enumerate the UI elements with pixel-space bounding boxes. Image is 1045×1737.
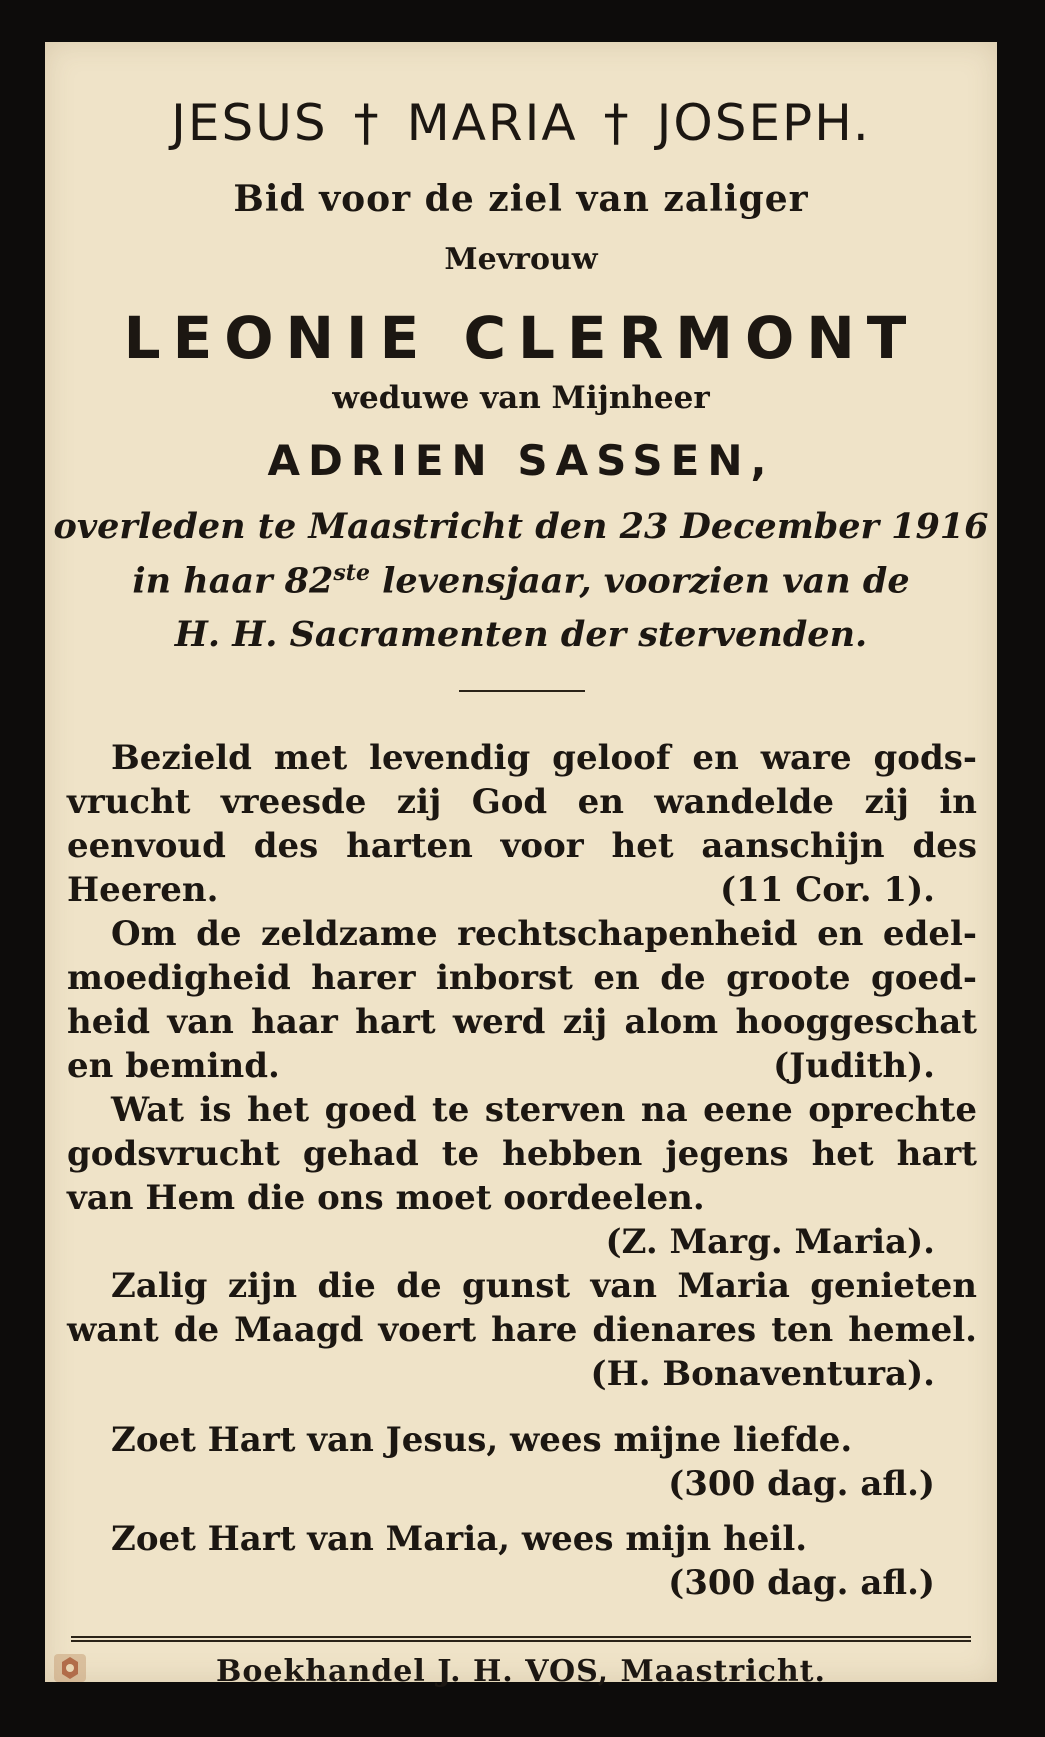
deceased-name: LEONIE CLERMONT: [123, 304, 919, 372]
header-joseph: JOSEPH.: [656, 94, 871, 152]
text-row: en bemind.: [67, 1046, 280, 1086]
printer-imprint: Boekhandel J. H. VOS, Maastricht.: [216, 1654, 826, 1689]
text-row: Zalig zijn die de gunst van Maria genieten: [111, 1266, 977, 1306]
text-row: Heeren.: [67, 870, 219, 910]
footer-divider: [71, 1640, 971, 1642]
citation: (Z. Marg. Maria).: [605, 1222, 935, 1262]
cross-icon: †: [353, 94, 381, 152]
header-maria: MARIA: [406, 94, 578, 152]
death-age-post: levensjaar, voorzien van de: [369, 560, 910, 602]
text-row: godsvrucht gehad te hebben jegens het hart: [67, 1134, 977, 1174]
scripture-paragraph: [67, 912, 977, 1088]
indulgence-prayer: [67, 1517, 977, 1605]
death-age-pre: in haar 82: [132, 560, 334, 602]
text-row: vrucht vreesde zij God en wandelde zij in: [67, 782, 977, 822]
divider: [459, 690, 585, 692]
scripture-paragraph: [67, 736, 977, 912]
death-age: [45, 560, 997, 602]
citation: (Judith).: [773, 1046, 935, 1086]
text-row: Zoet Hart van Maria, wees mijn heil.: [111, 1519, 808, 1559]
text-row: want de Maagd voert hare dienares ten hemel.: [67, 1310, 977, 1350]
scripture-paragraph: [67, 1088, 977, 1264]
text-row: heid van haar hart werd zij alom hooggeschat: [67, 1002, 977, 1042]
text-row: Zoet Hart van Jesus, wees mijne liefde.: [111, 1420, 853, 1460]
honorific: Mevrouw: [444, 242, 598, 277]
citation: (300 dag. afl.): [668, 1464, 935, 1504]
widow-of-label: weduwe van Mijnheer: [332, 380, 710, 416]
ordinal-suffix: ste: [333, 560, 370, 586]
text-row: eenvoud des harten voor het aanschijn des: [67, 826, 977, 866]
citation: (H. Bonaventura).: [590, 1354, 935, 1394]
footer-divider: [71, 1636, 971, 1638]
citation: (11 Cor. 1).: [719, 870, 935, 910]
text-row: Wat is het goed te sterven na eene oprechte: [111, 1090, 977, 1130]
indulgence-prayer: [67, 1418, 977, 1506]
scripture-paragraph: [67, 1264, 977, 1396]
sacraments-line: H. H. Sacramenten der stervenden.: [174, 614, 868, 655]
death-place-date: overleden te Maastricht den 23 December 1916: [53, 506, 989, 547]
husband-name: ADRIEN SASSEN,: [267, 436, 775, 485]
prayer-card: [45, 42, 997, 1689]
text-row: Bezield met levendig geloof en ware gods-: [111, 738, 977, 778]
holy-family-header: [45, 94, 997, 152]
header-jesus: JESUS: [171, 94, 328, 152]
text-row: van Hem die ons moet oordeelen.: [67, 1178, 705, 1218]
prayer-request: Bid voor de ziel van zaliger: [233, 178, 809, 220]
cross-icon: †: [603, 94, 631, 152]
text-row: Om de zeldzame rechtschapenheid en edel-: [111, 914, 977, 954]
text-row: moedigheid harer inborst en de groote goed-: [67, 958, 977, 998]
archive-seal-icon: [50, 1648, 90, 1688]
citation: (300 dag. afl.): [668, 1563, 935, 1603]
